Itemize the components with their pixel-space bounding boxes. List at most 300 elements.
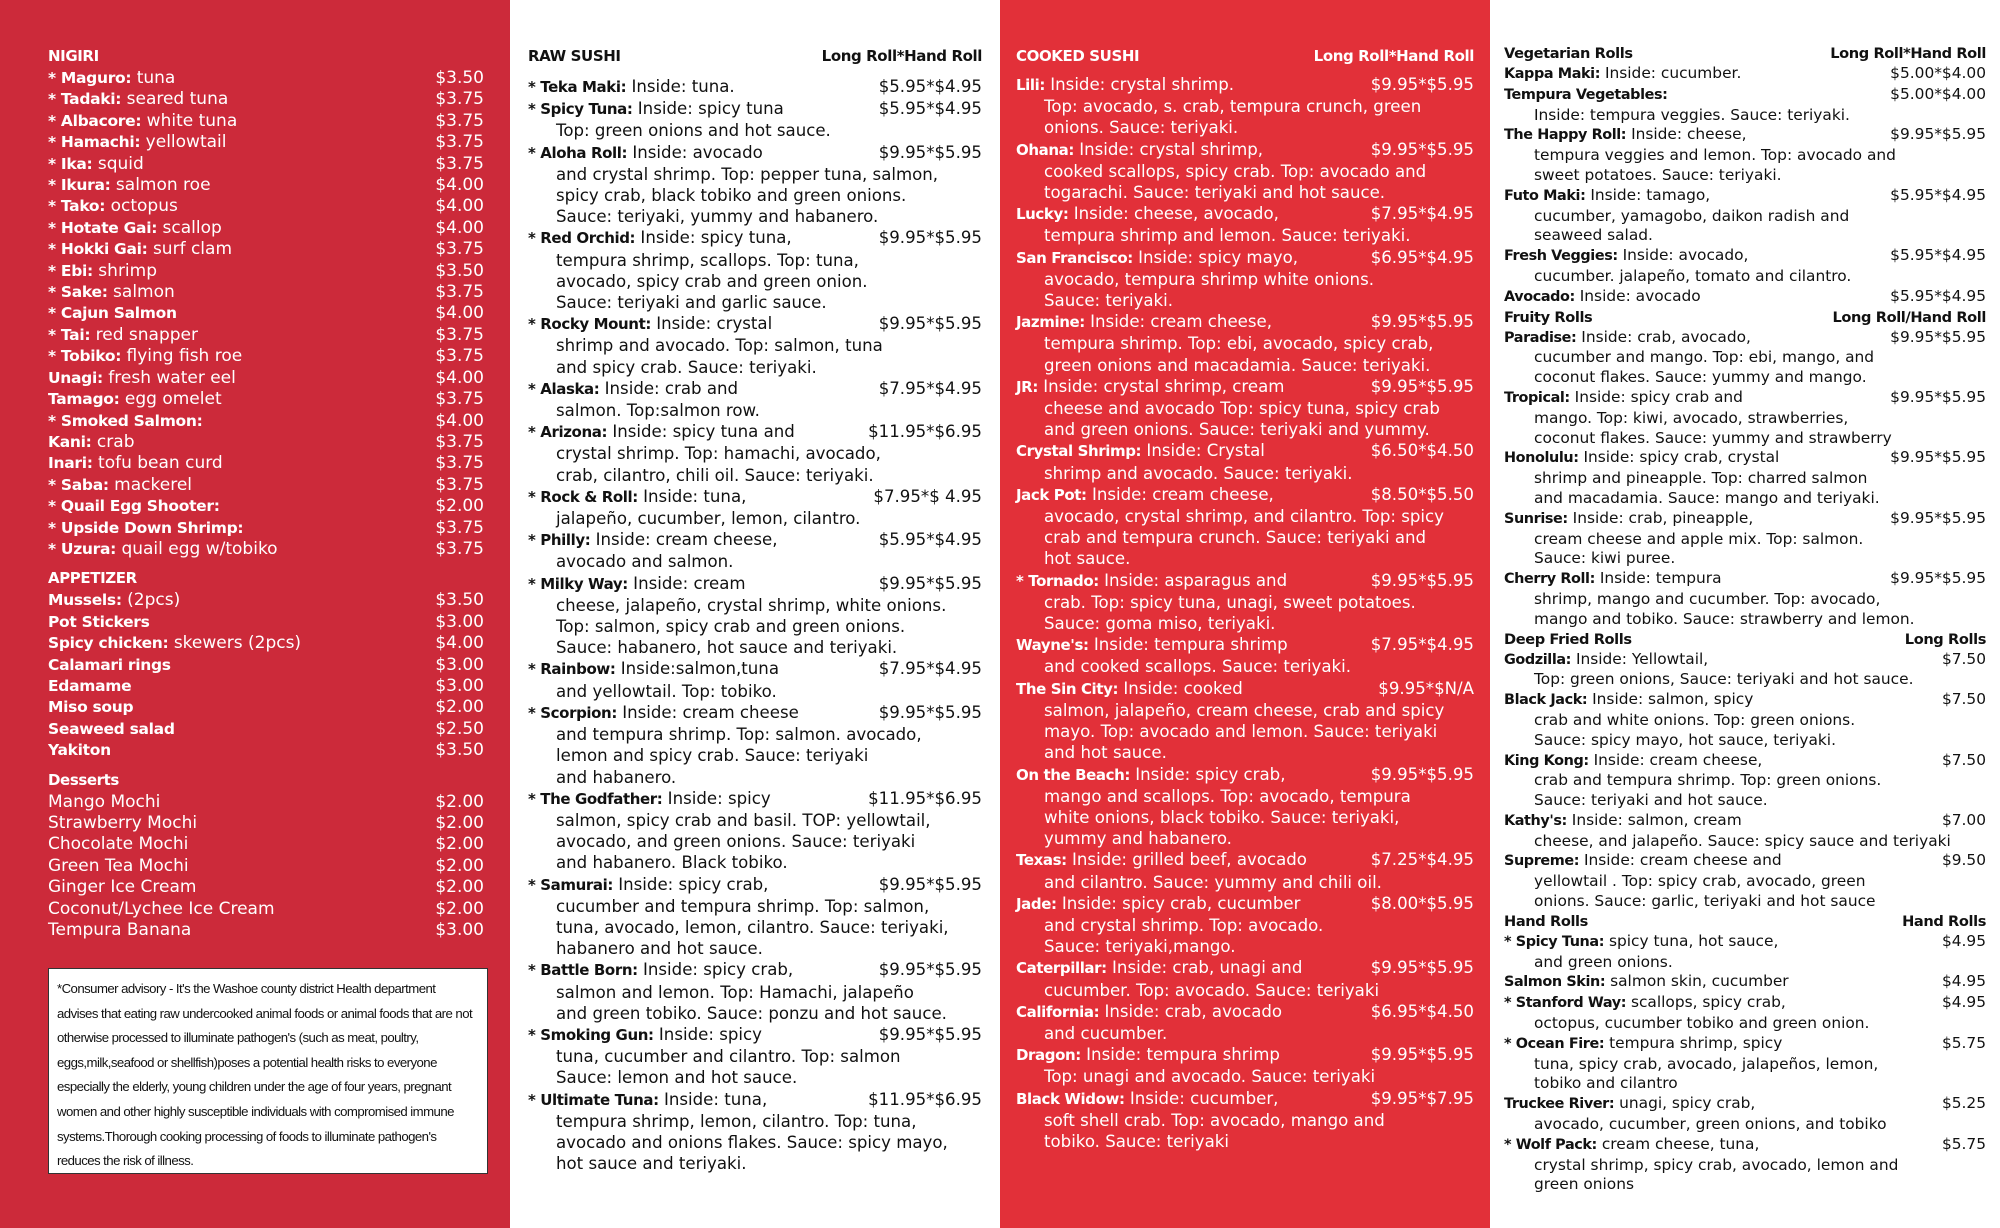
raw-item-desc: avocado and salmon.: [556, 552, 734, 572]
appetizer-name-cell: [48, 719, 175, 740]
nigiri-name: * Uzura:: [48, 539, 117, 558]
raw-item-lead: [528, 529, 777, 551]
appetizer-row: [48, 676, 484, 697]
roll-item-head: [1504, 993, 1986, 1014]
nigiri-name-cell: [48, 346, 242, 367]
raw-item-head: [528, 142, 982, 164]
roll-item-lead: [1504, 448, 1779, 469]
raw-item-price: $5.95*$4.95: [878, 530, 982, 550]
cooked-item-first: Inside: spicy mayo,: [1132, 247, 1299, 267]
dessert-price: $2.00: [435, 834, 484, 855]
dessert-price: $3.00: [435, 920, 484, 941]
roll-item-desc: green onions: [1534, 1175, 1634, 1194]
cooked-item-name: Black Widow:: [1016, 1089, 1125, 1108]
appetizer-name: Mussels:: [48, 591, 122, 610]
raw-item: [528, 421, 982, 486]
raw-item-name: * Smoking Gun:: [528, 1025, 654, 1044]
roll-item-desc: Sauce: kiwi puree.: [1534, 549, 1676, 568]
nigiri-name: * Tobiko:: [48, 347, 122, 366]
rolls-list: [1504, 44, 1986, 1195]
raw-item-desc: Top: salmon, spicy crab and green onions.: [556, 617, 906, 637]
roll-section-cols: Long Roll/Hand Roll: [1832, 308, 1986, 326]
dessert-row: [48, 856, 484, 877]
roll-item-price: $7.50: [1941, 750, 1986, 769]
roll-item-first: Inside: crab, pineapple,: [1567, 508, 1754, 527]
nigiri-price: $4.00: [435, 303, 484, 324]
roll-item-price: $5.95*$4.95: [1890, 185, 1986, 204]
appetizer-price: $3.50: [435, 590, 484, 611]
roll-item-head: [1504, 811, 1986, 832]
dessert-row: [48, 834, 484, 855]
cooked-item-lead: [1016, 247, 1298, 269]
cooked-item-desc: Sauce: teriyaki,mango.: [1044, 937, 1236, 957]
cooked-item: [1016, 311, 1474, 376]
roll-item-head: [1504, 932, 1986, 953]
raw-item-desc: crab, cilantro, chili oil. Sauce: teriyaki.: [556, 465, 874, 485]
raw-item-desc: crystal shrimp. Top: hamachi, avocado,: [556, 444, 881, 464]
nigiri-name-cell: [48, 239, 232, 260]
rolls-column: [1490, 0, 2000, 1228]
nigiri-name: * Sake:: [48, 283, 108, 302]
cooked-item-name: Crystal Shrimp:: [1016, 442, 1142, 461]
raw-item-head: [528, 1089, 982, 1111]
roll-item-price: $5.95*$4.95: [1890, 246, 1986, 265]
nigiri-name-cell: [48, 432, 134, 453]
roll-item-first: Inside: spicy crab, crystal: [1578, 448, 1780, 467]
cooked-item-price: $9.95*$5.95: [1370, 764, 1474, 784]
cooked-item-desc: Sauce: goma miso, teriyaki.: [1044, 614, 1276, 634]
cooked-item-head: [1016, 1001, 1474, 1023]
raw-item-lead: [528, 874, 768, 896]
nigiri-name: * Maguro:: [48, 69, 132, 87]
nigiri-name: * Tako:: [48, 197, 106, 216]
raw-item-name: * Milky Way:: [528, 574, 628, 593]
dessert-name-cell: Ginger Ice Cream: [48, 877, 197, 898]
cooked-item-desc: avocado, crystal shrimp, and cilantro. Top: spicy: [1044, 507, 1444, 527]
cooked-item-desc: Top: avocado, s. crab, tempura crunch, green: [1044, 97, 1422, 117]
raw-item-price: $5.95*$4.95: [878, 77, 982, 96]
cooked-item-price: $6.95*$4.50: [1370, 1001, 1474, 1021]
roll-item-name: Tropical:: [1504, 389, 1570, 406]
cooked-item-desc: green onions and macadamia. Sauce: teriyaki.: [1044, 355, 1431, 375]
appetizer-name: Calamari rings: [48, 655, 171, 674]
roll-item-head: [1504, 1135, 1986, 1156]
roll-item-price: $5.75: [1941, 1033, 1986, 1052]
roll-item-head: [1504, 64, 1986, 85]
raw-item: [528, 313, 982, 378]
dessert-row: [48, 877, 484, 898]
raw-item-price: $9.95*$5.95: [878, 874, 982, 894]
roll-item-first: Inside: avocado: [1574, 286, 1701, 305]
raw-item-lead: [528, 227, 792, 249]
nigiri-name-cell: [48, 303, 177, 324]
raw-item-lead: [528, 1024, 762, 1046]
roll-item-name: Supreme:: [1504, 853, 1580, 870]
roll-item-lead: [1504, 972, 1789, 993]
roll-item-lead: [1504, 328, 1751, 349]
appetizer-name-cell: [48, 612, 150, 633]
roll-item-desc: Inside: tempura veggies. Sauce: teriyaki.: [1534, 105, 1850, 124]
appetizer-price: $3.00: [435, 675, 484, 696]
roll-item-desc: crab and tempura shrimp. Top: green onions.: [1534, 771, 1882, 790]
raw-item-name: * The Godfather:: [528, 789, 663, 808]
cooked-item-name: Wayne's:: [1016, 636, 1089, 655]
nigiri-name-cell: [48, 539, 278, 560]
cooked-item-desc: crab and tempura crunch. Sauce: teriyaki and: [1044, 528, 1427, 548]
nigiri-name-cell: [48, 325, 198, 346]
cooked-item-lead: [1016, 678, 1243, 700]
roll-item-name: Sunrise:: [1504, 510, 1568, 527]
dessert-name-cell: Strawberry Mochi: [48, 813, 198, 833]
cooked-item: [1016, 247, 1474, 312]
raw-item-price: $7.95*$4.95: [878, 378, 982, 398]
roll-item: [1504, 388, 1986, 448]
roll-item: [1504, 85, 1986, 126]
cooked-item-price: $7.95*$4.95: [1370, 204, 1474, 224]
cooked-item: [1016, 139, 1474, 204]
raw-sushi-column: [510, 0, 1000, 1228]
raw-item-head: [528, 378, 982, 400]
cooked-item: [1016, 764, 1474, 850]
raw-item-price: $9.95*$5.95: [878, 702, 982, 722]
roll-item: [1504, 246, 1986, 287]
cooked-item-desc: tobiko. Sauce: teriyaki: [1044, 1131, 1230, 1151]
cooked-item-lead: [1016, 311, 1272, 333]
roll-item: [1504, 993, 1986, 1034]
nigiri-name-cell: [48, 453, 223, 474]
roll-item-name: * Wolf Pack:: [1504, 1136, 1597, 1153]
cooked-item-desc: salmon, jalapeño, cream cheese, crab and spicy: [1044, 700, 1445, 720]
roll-item: [1504, 186, 1986, 246]
nigiri-name-cell: [48, 411, 203, 432]
cooked-item-first: Inside: grilled beef, avocado: [1066, 850, 1307, 870]
cooked-item-desc: and cooked scallops. Sauce: teriyaki.: [1044, 657, 1352, 677]
raw-item-desc: lemon and spicy crab. Sauce: teriyaki: [556, 746, 869, 766]
roll-item-price: $5.25: [1941, 1094, 1986, 1113]
roll-item-price: $9.95*$5.95: [1890, 569, 1986, 588]
roll-item-price: $7.00: [1941, 810, 1986, 829]
raw-item-head: [528, 658, 982, 680]
nigiri-price: $3.75: [435, 153, 484, 174]
cooked-item-head: [1016, 484, 1474, 506]
dessert-row: [48, 899, 484, 920]
nigiri-desc: yellowtail: [140, 132, 227, 153]
appetizer-title: APPETIZER: [48, 569, 137, 588]
nigiri-name: * Albacore:: [48, 111, 142, 130]
roll-item-first: Inside: spicy crab and: [1569, 387, 1743, 406]
cooked-item-desc: cheese and avocado Top: spicy tuna, spicy crab: [1044, 399, 1440, 419]
appetizer-row: [48, 740, 484, 761]
raw-item: [528, 788, 982, 874]
cooked-item: [1016, 957, 1474, 1000]
appetizer-name-cell: [48, 655, 171, 676]
raw-item-lead: [528, 1089, 767, 1111]
raw-item-head: [528, 486, 982, 508]
cooked-item-price: $9.95*$5.95: [1370, 1045, 1474, 1065]
raw-item-desc: habanero and hot sauce.: [556, 939, 763, 959]
cooked-item-lead: [1016, 1088, 1278, 1110]
nigiri-desc: white tuna: [141, 110, 238, 131]
cooked-item-head: [1016, 1044, 1474, 1066]
cooked-item-head: [1016, 440, 1474, 462]
cooked-item-price: $9.95*$5.95: [1370, 312, 1474, 332]
nigiri-desc: tofu bean curd: [92, 453, 223, 474]
nigiri-row: [48, 475, 484, 496]
raw-item-name: * Rock & Roll:: [528, 487, 638, 506]
cooked-item-first: Inside: crystal shrimp,: [1073, 139, 1264, 159]
nigiri-name: * Tadaki:: [48, 90, 122, 109]
cooked-item-desc: tempura shrimp and lemon. Sauce: teriyaki.: [1044, 226, 1411, 246]
appetizer-row: [48, 633, 484, 654]
roll-item-lead: [1504, 569, 1722, 590]
raw-item-name: * Rainbow:: [528, 660, 616, 679]
raw-item-desc: and habanero.: [556, 767, 677, 787]
raw-item-first: Inside: cream cheese,: [590, 530, 778, 550]
cooked-item-desc: crab. Top: spicy tuna, unagi, sweet potatoes.: [1044, 592, 1416, 612]
cooked-item-desc: and cucumber.: [1044, 1023, 1168, 1043]
roll-item-first: Inside: salmon, spicy: [1587, 690, 1754, 709]
cooked-item-head: [1016, 764, 1474, 786]
cooked-item: [1016, 849, 1474, 892]
appetizer-price: $3.50: [435, 740, 484, 761]
dessert-name-cell: Chocolate Mochi: [48, 834, 189, 855]
nigiri-name: Tamago:: [48, 390, 120, 409]
raw-item-desc: cheese, jalapeño, crystal shrimp, white onions.: [556, 595, 947, 615]
cooked-item-head: [1016, 634, 1474, 656]
roll-item-name: Godzilla:: [1504, 651, 1572, 668]
cooked-item-desc: hot sauce.: [1044, 549, 1131, 569]
nigiri-price: $4.00: [435, 217, 484, 238]
appetizer-list: [48, 590, 484, 761]
cooked-item: [1016, 634, 1474, 677]
appetizer-name-cell: [48, 633, 301, 654]
cooked-item-lead: [1016, 893, 1300, 915]
raw-item-lead: [528, 658, 779, 680]
roll-section-name: Vegetarian Rolls: [1504, 45, 1633, 62]
cooked-item-price: $7.25*$4.95: [1370, 850, 1474, 870]
roll-item-first: Inside: salmon, cream: [1566, 810, 1742, 829]
roll-item-desc: tobiko and cilantro: [1534, 1074, 1678, 1093]
roll-section-title: [1504, 912, 1986, 932]
nigiri-name: * Hokki Gai:: [48, 240, 148, 259]
nigiri-name-cell: [48, 132, 227, 153]
nigiri-desc: salmon roe: [110, 175, 211, 196]
nigiri-name-cell: [48, 261, 157, 282]
cooked-item-name: The Sin City:: [1016, 679, 1119, 698]
roll-item-first: Inside: Yellowtail,: [1571, 649, 1709, 668]
raw-item-name: * Battle Born:: [528, 961, 638, 980]
raw-item-desc: salmon, spicy crab and basil. TOP: yellowtail,: [556, 810, 931, 830]
cooked-item-desc: soft shell crab. Top: avocado, mango and: [1044, 1110, 1385, 1130]
cooked-item-price: $9.95*$7.95: [1370, 1088, 1474, 1108]
raw-item-name: * Aloha Roll:: [528, 143, 628, 162]
roll-item-price: $5.95*$4.95: [1890, 286, 1986, 305]
raw-item-lead: [528, 702, 799, 724]
raw-item-desc: jalapeño, cucumber, lemon, cilantro.: [556, 509, 861, 529]
raw-item-head: [528, 959, 982, 981]
nigiri-name: * Quail Egg Shooter:: [48, 497, 220, 516]
roll-item-desc: cucumber, yamagobo, daikon radish and: [1534, 206, 1850, 225]
cooked-item-first: Inside: tempura shrimp: [1088, 635, 1288, 655]
nigiri-row: [48, 218, 484, 239]
raw-item-price: $11.95*$6.95: [868, 1089, 982, 1109]
nigiri-price: $3.75: [435, 538, 484, 559]
raw-item: [528, 658, 982, 701]
roll-item-lead: [1504, 1094, 1755, 1115]
nigiri-name: * Ikura:: [48, 176, 111, 195]
cooked-item-first: Inside: tempura shrimp: [1080, 1045, 1280, 1065]
raw-item-head: [528, 98, 982, 120]
nigiri-price: $3.75: [435, 282, 484, 303]
roll-item-first: cream cheese, tuna,: [1596, 1134, 1760, 1153]
roll-item-first: unagi, spicy crab,: [1614, 1094, 1756, 1113]
cooked-item-desc: mayo. Top: avocado and lemon. Sauce: teriyaki: [1044, 722, 1438, 742]
cooked-item-head: [1016, 203, 1474, 225]
nigiri-row: [48, 346, 484, 367]
raw-item-price: $9.95*$5.95: [878, 1024, 982, 1044]
cooked-item-head: [1016, 247, 1474, 269]
appetizer-desc: skewers (2pcs): [168, 633, 302, 654]
raw-item: [528, 573, 982, 659]
roll-item-lead: [1504, 932, 1778, 953]
dessert-name-cell: Green Tea Mochi: [48, 855, 189, 876]
roll-item-head: [1504, 328, 1986, 349]
raw-item-name: * Rocky Mount:: [528, 315, 651, 334]
roll-item-desc: octopus, cucumber tobiko and green onion.: [1534, 1014, 1870, 1033]
roll-item-desc: shrimp, mango and cucumber. Top: avocado,: [1534, 589, 1881, 608]
roll-item-price: $9.95*$5.95: [1890, 448, 1986, 467]
cooked-item-desc: avocado, tempura shrimp white onions.: [1044, 269, 1374, 289]
nigiri-name: * Saba:: [48, 475, 109, 494]
cooked-item-price: $9.95*$5.95: [1370, 376, 1474, 396]
raw-item-first: Inside: tuna,: [658, 1089, 768, 1109]
nigiri-price: $3.75: [435, 389, 484, 410]
roll-item-head: [1504, 125, 1986, 146]
roll-item: [1504, 811, 1986, 852]
cooked-item-price: $7.95*$4.95: [1370, 635, 1474, 655]
nigiri-desc: tuna: [131, 68, 176, 88]
cooked-item-name: JR:: [1016, 377, 1038, 396]
roll-item-desc: Sauce: spicy mayo, hot sauce, teriyaki.: [1534, 730, 1836, 749]
raw-item-desc: salmon and lemon. Top: Hamachi, jalapeño: [556, 982, 914, 1002]
raw-item-lead: [528, 486, 746, 508]
raw-item-first: Inside: avocado: [627, 142, 763, 162]
raw-item-desc: Sauce: teriyaki, yummy and habanero.: [556, 207, 879, 227]
cooked-item-name: Lucky:: [1016, 205, 1069, 224]
raw-item-head: [528, 421, 982, 443]
roll-item-desc: cheese, and jalapeño. Sauce: spicy sauce and teriyaki: [1534, 831, 1951, 850]
roll-item-head: [1504, 186, 1986, 207]
raw-item-lead: [528, 959, 793, 981]
roll-item-head: [1504, 751, 1986, 772]
roll-item-desc: yellowtail . Top: spicy crab, avocado, green: [1534, 872, 1866, 891]
raw-item-desc: and crystal shrimp. Top: pepper tuna, salmon,: [556, 164, 939, 184]
cooked-item-desc: mango and scallops. Top: avocado, tempura: [1044, 786, 1411, 806]
desserts-list: [48, 792, 484, 942]
cooked-sushi-header: [1016, 44, 1474, 68]
raw-item-desc: Top: green onions and hot sauce.: [556, 121, 831, 141]
nigiri-row: [48, 132, 484, 153]
nigiri-name-cell: [48, 518, 243, 539]
cooked-item-price: $6.50*$4.50: [1370, 441, 1474, 461]
raw-item: [528, 874, 982, 960]
roll-item: [1504, 751, 1986, 811]
raw-item-first: Inside: tuna,: [637, 486, 747, 506]
raw-item-desc: avocado, spicy crab and green onion.: [556, 271, 868, 291]
raw-item-price: $7.95*$ 4.95: [873, 486, 982, 506]
roll-item: [1504, 650, 1986, 691]
raw-item-desc: tuna, avocado, lemon, cilantro. Sauce: teriyaki,: [556, 917, 949, 937]
roll-section-name: Hand Rolls: [1504, 912, 1588, 930]
roll-item-price: $9.50: [1941, 851, 1986, 870]
raw-item: [528, 142, 982, 228]
roll-item-first: Inside: tamago,: [1585, 185, 1711, 204]
roll-item-first: Inside: cucumber.: [1600, 64, 1742, 82]
roll-item-lead: [1504, 1135, 1759, 1156]
raw-item-name: * Philly:: [528, 531, 591, 550]
raw-item-name: * Scorpion:: [528, 703, 617, 722]
roll-item: [1504, 569, 1986, 629]
cooked-item: [1016, 74, 1474, 139]
cooked-item-name: Ohana:: [1016, 140, 1074, 159]
cooked-item-lead: [1016, 139, 1263, 161]
raw-item-desc: cucumber and tempura shrimp. Top: salmon,: [556, 896, 930, 916]
cooked-item-name: California:: [1016, 1002, 1100, 1021]
raw-item-head: [528, 874, 982, 896]
raw-item-first: Inside: spicy tuna and: [607, 422, 795, 442]
nigiri-desc: crab: [91, 431, 135, 452]
consumer-advisory: *Consumer advisory - It's the Washoe county district Health department advises that eating raw undercooked animal foods or animal foods that are not otherwise processed to illuminate pathogen's (such as meat, poultry, eggs,milk,seafood or shellfish)poses a potential health risks to everyone especially the elderly, young children under the age of four years, pregnant women and other highly susceptible individuals with compromised immune systems.Thorough cooking processing of foods to illuminate pathogen's reduces the risk of illness.: [48, 968, 488, 1174]
roll-item-desc: and green onions.: [1534, 952, 1673, 971]
roll-item-lead: [1504, 388, 1743, 409]
roll-item-price: $7.50: [1941, 649, 1986, 668]
cooked-item-head: [1016, 1088, 1474, 1110]
raw-sushi-list: [528, 76, 982, 1174]
dessert-price: $2.00: [435, 877, 484, 898]
roll-item: [1504, 509, 1986, 569]
roll-item: [1504, 932, 1986, 973]
nigiri-price: $4.00: [435, 367, 484, 388]
cooked-item: [1016, 893, 1474, 958]
nigiri-price: $3.75: [435, 324, 484, 345]
roll-item-price: $4.95: [1941, 972, 1986, 991]
roll-item-desc: crab and white onions. Top: green onions.: [1534, 710, 1856, 729]
appetizer-price: $3.00: [435, 654, 484, 675]
nigiri-row: [48, 496, 484, 517]
roll-item-name: * Stanford Way:: [1504, 995, 1627, 1012]
nigiri-name-cell: [48, 89, 228, 110]
raw-item-first: Inside: spicy tuna,: [635, 228, 792, 248]
dessert-price: $2.00: [435, 855, 484, 876]
roll-item-name: Kathy's:: [1504, 812, 1567, 829]
appetizer-desc: (2pcs): [121, 590, 181, 611]
nigiri-name-cell: [48, 368, 236, 389]
cooked-item-price: $8.50*$5.50: [1370, 484, 1474, 504]
nigiri-name-cell: [48, 196, 178, 217]
roll-item-first: tempura shrimp, spicy: [1604, 1033, 1783, 1052]
raw-item-desc: and spicy crab. Sauce: teriyaki.: [556, 357, 817, 377]
roll-item-desc: sweet potatoes. Sauce: teriyaki.: [1534, 165, 1782, 184]
roll-item-head: [1504, 569, 1986, 590]
raw-item: [528, 76, 982, 98]
raw-item-first: Inside: spicy: [653, 1024, 762, 1044]
roll-item-price: $9.95*$5.95: [1890, 327, 1986, 346]
cooked-item-first: Inside: cream cheese,: [1086, 484, 1274, 504]
roll-section-cols: Long Rolls: [1904, 630, 1986, 648]
cooked-item-first: Inside: asparagus and: [1098, 570, 1288, 590]
nigiri-row: [48, 175, 484, 196]
cooked-item-first: Inside: crystal shrimp, cream: [1037, 376, 1285, 396]
